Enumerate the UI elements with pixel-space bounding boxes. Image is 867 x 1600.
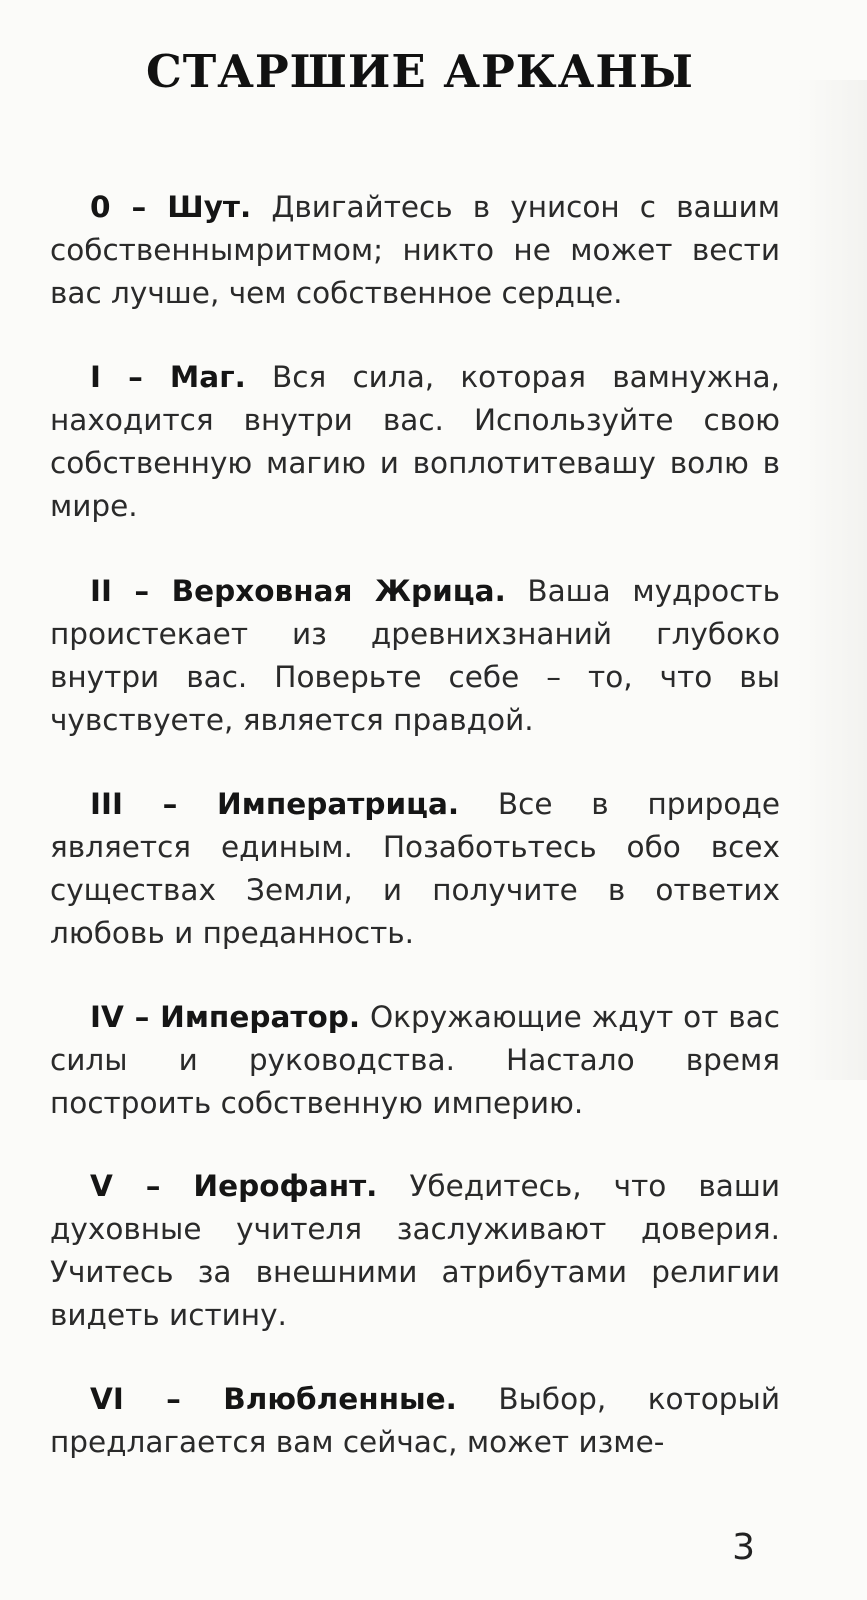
entry-emperor: [50, 996, 780, 1125]
entry-heading: VI – Влюбленные.: [90, 1382, 457, 1416]
page-edge-shadow: [797, 80, 867, 1080]
entry-fool: [50, 186, 780, 315]
entry-heading: 0 – Шут.: [90, 190, 252, 224]
entry-text: Окружающие ждут от вас силы и руководства. Настало время построить собственную империю.: [50, 1000, 780, 1120]
entry-high-priestess: [50, 570, 780, 742]
entry-heading: IV – Император.: [90, 1000, 361, 1034]
entry-heading: V – Иерофант.: [90, 1169, 378, 1203]
entry-empress: [50, 783, 780, 955]
entry-heading: I – Маг.: [90, 360, 246, 394]
entry-heading: III – Императрица.: [90, 787, 460, 821]
page-number: 3: [732, 1527, 755, 1568]
entry-text: Вся сила, которая вамнужна, находится внутри вас. Используйте свою собственную магию и воплотитевашу волю в мире.: [50, 360, 780, 523]
entry-lovers: [50, 1378, 780, 1464]
entry-text: Ваша мудрость проистекает из древнихзнаний глубоко внутри вас. Поверьте себе – то, что вы чувствуете, является правдой.: [50, 574, 780, 737]
entry-text: Все в природе является единым. Позаботьтесь обо всех существах Земли, и получите в ответих любовь и преданность.: [50, 787, 780, 950]
entry-magician: [50, 356, 780, 528]
entry-heading: II – Верховная Жрица.: [90, 574, 506, 608]
entry-text: Выбор, который предлагается вам сейчас, может изме-: [50, 1382, 780, 1459]
entry-text: Убедитесь, что ваши духовные учителя заслуживают доверия. Учитесь за внешними атрибутами религии видеть истину.: [50, 1169, 780, 1332]
page-title: СТАРШИЕ АРКАНЫ: [145, 45, 694, 98]
entry-hierophant: [50, 1165, 780, 1337]
entry-text: Двигайтесь в унисон с вашим собственнымритмом; никто не может вести вас лучше, чем собственное сердце.: [50, 190, 781, 310]
